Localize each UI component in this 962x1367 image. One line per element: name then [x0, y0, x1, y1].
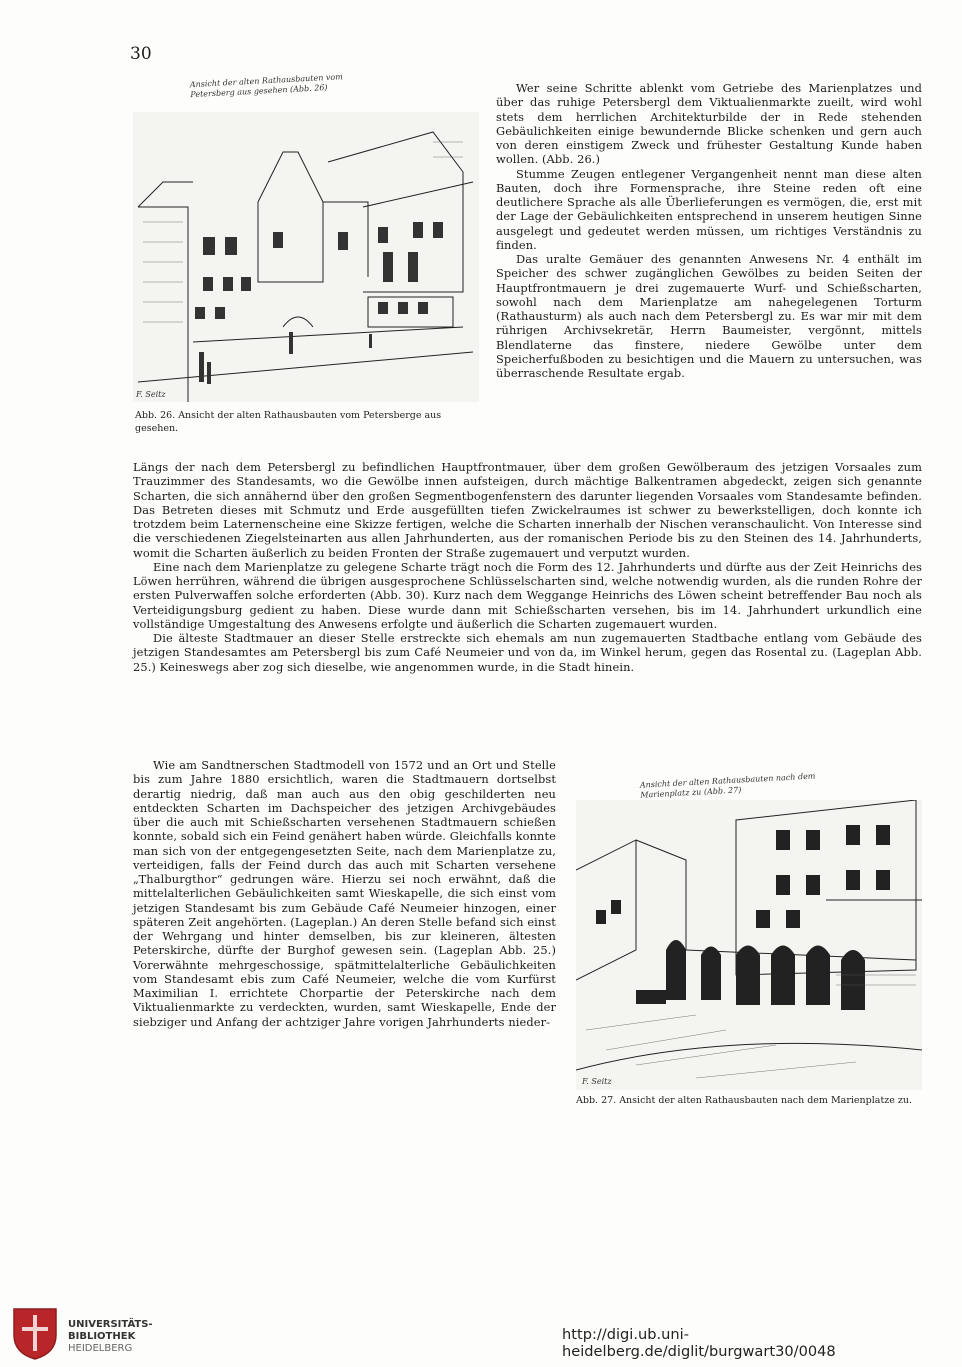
paragraph-2: Stumme Zeugen entlegener Vergangenheit nennt man diese alten Bauten, doch ihre Formensprache, ihre Steine reden oft eine deutlichere Sprache als alle Überlieferungen es vermögen, die, erst mit der Lage der Gebäulichkeiten entsprechend in unserem heutigen Sinne ausgelegt und gedeutet werden müssen, um richtiges Verständnis zu finden. [496, 166, 922, 252]
text-full-width [133, 460, 922, 674]
figure-27-caption: Abb. 27. Ansicht der alten Rathausbauten nach dem Marienplatze zu. [576, 1095, 913, 1106]
figure-26-illustration [133, 112, 479, 402]
library-line-2: BIBLIOTHEK [68, 1331, 136, 1342]
figure-27-artist-signature: F. Seitz [582, 1077, 612, 1086]
university-seal-logo [10, 1305, 60, 1361]
text-column-right-top [496, 81, 922, 380]
paragraph-6: Wie am Sandtnerschen Stadtmodell von 1572 und an Ort und Stelle bis zum Jahre 1880 ersichtlich, waren die Stadtmauern dortselbst derartig niedrig, daß man auch aus den obig geschilderten neu entdeckten Scharten im Dachspeicher des jetzigen Archivgebäudes über die auch mit Schießscharten versehenen Stadtmauern schießen konnte, sobald sich ein Feind genähert haben würde. Gleichfalls konnte man sich von der entgegengesetzten Seite, nach dem Marienplatze zu, verteidigen, falls der Feind durch das auch mit Scharten versehene „Thalburgthor“ gedrungen wäre. Hierzu sei noch erwähnt, daß die mittelalterlichen Gebäulichkeiten samt Wieskapelle, die sich einst vom jetzigen Standesamt bis zum Gebäude Café Neumeier hinzogen, einer späteren Zeit angehörten. (Lageplan.) An deren Stelle befand sich einst der Wehrgang und hinter demselben, bis zur kleineren, ältesten Peterskirche, dürfte der Burghof gewesen sein. (Lageplan Abb. 25.) Vorerwähnte mehrgeschossige, spätmittelalterliche Gebäulichkeiten vom Standesamt ebis zum Café Neumeier, welche die vom Kurfürst Maximilian I. errichtete Chorpartie der Peterskirche nach dem Viktualienmarkte zu verdeckten, wurden, samt Wieskapelle, Ende der siebziger und Anfang der achtziger Jahre vorigen Jahrhunderts nieder- [133, 758, 556, 1029]
text-column-left-bottom [133, 758, 556, 1029]
paragraph-3b: Längs der nach dem Petersbergl zu befindlichen Hauptfrontmauer, über dem großen Gewölberaum des jetzigen Vorsaales zum Trauzimmer des Standesamts, wo die Gewölbe innen aufsteigen, durch mächtige Balkentramen abgedeckt, zeigen sich genannte Scharten, die sich annähernd über den großen Segmentbogenfenstern des darunter liegenden Vorsaales vom Standesamte befinden. Das Betreten dieses mit Schmutz und Erde ausgefüllten tiefen Zwickelraumes ist schwer zu bewerkstelligen, doch konnte ich trotzdem beim Laternenscheine eine Skizze fertigen, welche die Scharten innerhalb der Nischen veranschaulicht. Von Interesse sind die verschiedenen Ziegelsteinarten aus allen Jahrhunderten, aus der romanischen Periode bis zu den Steinen des 14. Jahrhunderts, womit die Scharten äußerlich zu beiden Fronten der Straße zugemauert und verputzt wurden. [133, 460, 922, 560]
library-line-1: UNIVERSITÄTS- [68, 1319, 153, 1330]
source-url-link[interactable]: http://digi.ub.uni-heidelberg.de/diglit/burgwart30/0048 [562, 1326, 836, 1360]
figure-27-illustration [576, 800, 922, 1090]
page-number: 30 [130, 44, 152, 64]
library-name [68, 1319, 153, 1355]
library-line-3: HEIDELBERG [68, 1343, 133, 1354]
paragraph-5: Die älteste Stadtmauer an dieser Stelle erstreckte sich ehemals am nun zugemauerten Stadtbache entlang vom Gebäude des jetzigen Standesamtes am Petersbergl bis zum Café Neumeier und von da, im Winkel herum, gegen das Rosental zu. (Lageplan Abb. 25.) Keineswegs aber zog sich dieselbe, wie angenommen wurde, in die Stadt hinein. [133, 631, 922, 674]
figure-26-caption: Abb. 26. Ansicht der alten Rathausbauten vom Petersberge aus gesehen. [135, 410, 442, 434]
paragraph-3a: Das uralte Gemäuer des genannten Anwesens Nr. 4 enthält im Speicher des schwer zugänglichen Gewölbes zu beiden Seiten der Hauptfrontmauern je drei zugemauerte Wurf- und Schießscharten, sowohl nach dem Marienplatze am nahegelegenen Torturm (Rathausturm) als auch nach dem Petersbergl zu. Es war mir mit dem rührigen Archivsekretär, Herrn Baumeister, vergönnt, mittels Blendlaterne das finstere, niedere Gewölbe unter dem Speicherfußboden zu besichtigen und die Mauern zu untersuchen, was überraschende Resultate ergab. [496, 252, 922, 380]
figure-26-artist-signature: F. Seitz [136, 390, 166, 399]
paragraph-1: Wer seine Schritte ablenkt vom Getriebe des Marienplatzes und über das ruhige Petersbergl dem Viktualienmarkte zueilt, wird wohl stets dem herrlichen Architekturbilde der in Rede stehenden Gebäulichkeiten einige bewundernde Blicke schenken und gern auch von deren einstigem Zweck und frühester Gestaltung Kunde haben wollen. (Abb. 26.) [496, 81, 922, 167]
figure-27-handwritten-note: Ansicht der alten Rathausbauten nach dem Marienplatz zu (Abb. 27) [639, 771, 816, 800]
figure-26-handwritten-note: Ansicht der alten Rathausbauten vom Petersberg aus gesehen (Abb. 26) [189, 72, 344, 100]
paragraph-4: Eine nach dem Marienplatze zu gelegene Scharte trägt noch die Form des 12. Jahrhunderts und dürfte aus der Zeit Heinrichs des Löwen herrühren, während die übrigen ausgesprochene Schlüsselscharten sind, welche notwendig wurden, als die runden Rohre der ersten Pulverwaffen solche erforderten (Abb. 30). Kurz nach dem Weggange Heinrichs des Löwen scheint betreffender Bau noch als Verteidigungsburg gedient zu haben. Diese wurde dann mit Schießscharten versehen, bis im 14. Jahrhundert urkundlich eine vollständige Umgestaltung des Anwesens erfolgte und äußerlich die Scharten zugemauert wurden. [133, 559, 922, 631]
